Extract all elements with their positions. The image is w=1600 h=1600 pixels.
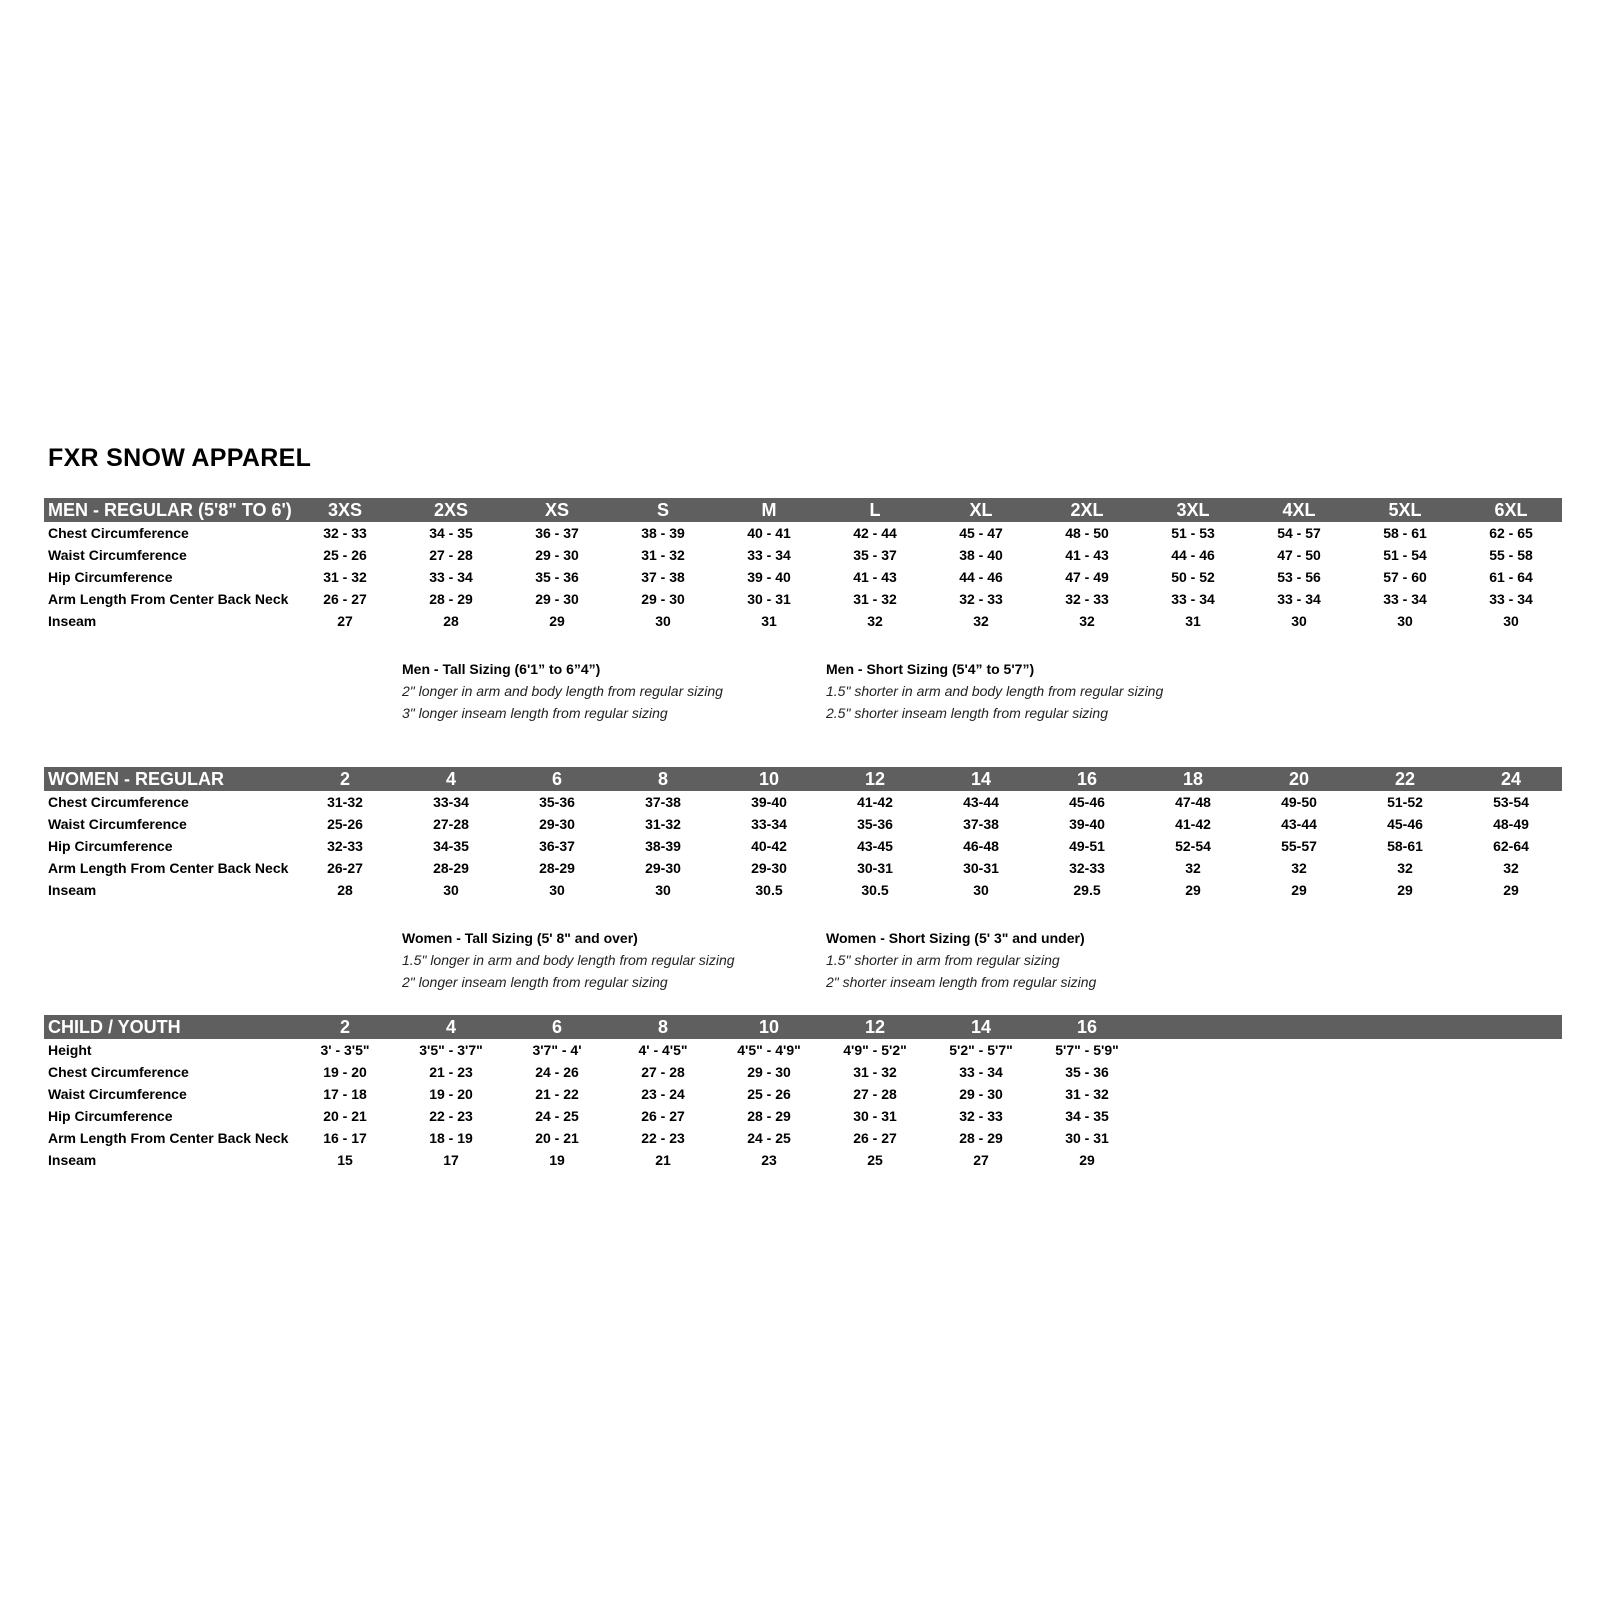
page-title: FXR SNOW APPAREL [48,444,312,472]
table-cell: 16 - 17 [323,1130,367,1146]
table-cell: 25-26 [327,816,363,832]
table-cell: 31 - 32 [323,569,367,585]
table-cell: 15 [337,1152,353,1168]
table-cell: 43-45 [857,838,893,854]
sizing-note-line: 3" longer inseam length from regular sizing [402,705,668,721]
table-cell: 33 - 34 [747,547,791,563]
table-row [44,566,1562,588]
table-cell: 62-64 [1493,838,1529,854]
size-column-header: 14 [970,769,992,789]
size-column-header: 8 [657,1017,668,1037]
sizing-note-line: 1.5" shorter in arm and body length from regular sizing [826,683,1164,699]
table-cell: 25 - 26 [323,547,367,563]
table-cell: 49-50 [1281,794,1317,810]
sizing-note-title: Women - Tall Sizing (5' 8" and over) [402,930,638,946]
table-cell: 35 - 36 [535,569,579,585]
size-column-header: 6XL [1494,500,1528,520]
table-cell: 26 - 27 [853,1130,897,1146]
table-cell: 18 - 19 [429,1130,473,1146]
table-cell: 31 - 32 [853,591,897,607]
table-cell: 38 - 39 [641,525,685,541]
table-cell: 31-32 [327,794,363,810]
size-column-header: 12 [864,1017,886,1037]
table-cell: 55 - 58 [1489,547,1533,563]
table-cell: 30 - 31 [853,1108,897,1124]
table-cell: 37 - 38 [641,569,685,585]
table-cell: 41-42 [857,794,893,810]
size-column-header: XS [544,500,569,520]
table-cell: 28 - 29 [429,591,473,607]
table-cell: 26 - 27 [641,1108,685,1124]
table-cell: 38-39 [645,838,681,854]
table-header-label: WOMEN - REGULAR [48,769,224,789]
size-column-header: 14 [970,1017,992,1037]
row-label: Chest Circumference [48,1064,189,1080]
table-cell: 32 [1079,613,1095,629]
table-cell: 27 - 28 [641,1064,685,1080]
table-cell: 45 - 47 [959,525,1003,541]
size-column-header: 10 [758,1017,780,1037]
table-cell: 22 - 23 [429,1108,473,1124]
table-cell: 28-29 [539,860,575,876]
table-cell: 48-49 [1493,816,1529,832]
row-label: Hip Circumference [48,1108,173,1124]
table-cell: 47 - 49 [1065,569,1109,585]
table-cell: 19 - 20 [323,1064,367,1080]
table-cell: 21 - 22 [535,1086,579,1102]
size-column-header: 2 [339,1017,350,1037]
table-cell: 5'7" - 5'9" [1055,1042,1119,1058]
row-label: Arm Length From Center Back Neck [48,860,289,876]
sizing-note-line: 1.5" shorter in arm from regular sizing [826,952,1060,968]
sizing-note-line: 2" longer in arm and body length from regular sizing [402,683,723,699]
table-cell: 29 [1079,1152,1095,1168]
table-cell: 30-31 [963,860,999,876]
sizing-note-title: Women - Short Sizing (5' 3" and under) [826,930,1085,946]
table-cell: 29 - 30 [535,547,579,563]
table-cell: 30 [1503,613,1519,629]
table-cell: 4' - 4'5" [638,1042,688,1058]
table-cell: 31 [1185,613,1201,629]
size-column-header: 2 [339,769,350,789]
row-label: Chest Circumference [48,794,189,810]
table-header-label: CHILD / YOUTH [48,1017,181,1037]
table-row [44,813,1562,835]
table-cell: 48 - 50 [1065,525,1109,541]
table-cell: 29 [1503,882,1519,898]
table-header [44,767,1562,791]
table-cell: 55-57 [1281,838,1317,854]
row-label: Waist Circumference [48,816,187,832]
table-cell: 24 - 25 [747,1130,791,1146]
table-cell: 34 - 35 [1065,1108,1109,1124]
table-cell: 17 - 18 [323,1086,367,1102]
size-column-header: 2XL [1070,500,1104,520]
table-cell: 61 - 64 [1489,569,1533,585]
table-cell: 27 [337,613,353,629]
table-cell: 57 - 60 [1383,569,1427,585]
table-header-label: MEN - REGULAR (5'8" TO 6') [48,500,292,520]
table-cell: 40 - 41 [747,525,791,541]
table-cell: 33 - 34 [1383,591,1427,607]
table-cell: 27 - 28 [853,1086,897,1102]
table-cell: 62 - 65 [1489,525,1533,541]
table-cell: 39-40 [1069,816,1105,832]
table-cell: 26 - 27 [323,591,367,607]
table-cell: 30 [655,613,671,629]
table-cell: 30.5 [755,882,783,898]
sizing-note [826,927,1096,993]
table-cell: 28 - 29 [747,1108,791,1124]
size-column-header: S [656,500,669,520]
table-cell: 53 - 56 [1277,569,1321,585]
table-cell: 37-38 [645,794,681,810]
table-cell: 33-34 [751,816,787,832]
table-cell: 21 [655,1152,671,1168]
size-column-header: 6 [551,769,562,789]
size-column-header: 4XL [1282,500,1316,520]
table-row [44,522,1562,544]
table-cell: 29 [1291,882,1307,898]
size-column-header: M [761,500,777,520]
table-row [44,544,1562,566]
table-cell: 28 - 29 [959,1130,1003,1146]
table-cell: 38 - 40 [959,547,1003,563]
table-cell: 58 - 61 [1383,525,1427,541]
table-row [44,1105,1562,1127]
table-row [44,791,1562,813]
table-cell: 30 [443,882,459,898]
table-cell: 35 - 36 [1065,1064,1109,1080]
size-column-header: 20 [1288,769,1310,789]
row-label: Inseam [48,613,97,629]
table-cell: 54 - 57 [1277,525,1321,541]
table-cell: 30.5 [861,882,889,898]
table-cell: 41-42 [1175,816,1211,832]
table-cell: 25 [867,1152,883,1168]
table-cell: 19 - 20 [429,1086,473,1102]
table-cell: 4'5" - 4'9" [737,1042,801,1058]
table-cell: 33 - 34 [1277,591,1321,607]
sizing-note-line: 2" longer inseam length from regular sizing [402,974,668,990]
table-row [44,857,1562,879]
size-table-2 [44,1015,1562,1171]
table-cell: 20 - 21 [535,1130,579,1146]
table-cell: 39 - 40 [747,569,791,585]
table-cell: 26-27 [327,860,363,876]
table-cell: 31 - 32 [1065,1086,1109,1102]
table-cell: 35-36 [539,794,575,810]
table-cell: 43-44 [1281,816,1317,832]
table-cell: 28 [443,613,459,629]
table-cell: 30 [1397,613,1413,629]
size-column-header: 4 [445,1017,456,1037]
sizing-note-line: 1.5" longer in arm and body length from regular sizing [402,952,735,968]
size-column-header: 16 [1076,769,1098,789]
table-cell: 29 [549,613,565,629]
table-row [44,1149,1562,1171]
table-cell: 4'9" - 5'2" [843,1042,907,1058]
table-cell: 51-52 [1387,794,1423,810]
table-cell: 29 - 30 [747,1064,791,1080]
table-cell: 30-31 [857,860,893,876]
table-cell: 29.5 [1073,882,1101,898]
table-cell: 21 - 23 [429,1064,473,1080]
row-label: Hip Circumference [48,569,173,585]
table-cell: 34 - 35 [429,525,473,541]
table-cell: 29-30 [645,860,681,876]
table-cell: 44 - 46 [1171,547,1215,563]
sizing-note-line: 2.5" shorter inseam length from regular sizing [826,705,1108,721]
table-cell: 31 [761,613,777,629]
table-row [44,1127,1562,1149]
table-cell: 45-46 [1069,794,1105,810]
row-label: Inseam [48,1152,97,1168]
table-cell: 41 - 43 [853,569,897,585]
row-label: Height [48,1042,92,1058]
table-cell: 29 - 30 [959,1086,1003,1102]
sizing-note [826,658,1163,724]
table-cell: 45-46 [1387,816,1423,832]
table-cell: 17 [443,1152,459,1168]
table-cell: 36 - 37 [535,525,579,541]
table-cell: 23 [761,1152,777,1168]
table-cell: 25 - 26 [747,1086,791,1102]
table-cell: 30 [1291,613,1307,629]
table-cell: 39-40 [751,794,787,810]
table-cell: 51 - 54 [1383,547,1427,563]
table-row [44,879,1562,901]
table-row [44,1061,1562,1083]
sizing-note [402,927,735,993]
table-cell: 23 - 24 [641,1086,685,1102]
table-row [44,1039,1562,1061]
size-column-header: 22 [1394,769,1416,789]
table-cell: 5'2" - 5'7" [949,1042,1013,1058]
table-cell: 32 [1291,860,1307,876]
size-column-header: 16 [1076,1017,1098,1037]
row-label: Arm Length From Center Back Neck [48,1130,289,1146]
table-cell: 30 - 31 [1065,1130,1109,1146]
table-cell: 3'5" - 3'7" [419,1042,483,1058]
table-cell: 36-37 [539,838,575,854]
table-cell: 28 [337,882,353,898]
size-column-header: 18 [1182,769,1204,789]
table-cell: 40-42 [751,838,787,854]
table-cell: 34-35 [433,838,469,854]
table-cell: 43-44 [963,794,999,810]
table-cell: 52-54 [1175,838,1211,854]
table-row [44,588,1562,610]
size-column-header: 5XL [1388,500,1422,520]
size-column-header: 3XS [327,500,363,520]
table-cell: 35 - 37 [853,547,897,563]
table-cell: 37-38 [963,816,999,832]
table-header [44,498,1562,522]
table-cell: 3' - 3'5" [320,1042,370,1058]
table-cell: 28-29 [433,860,469,876]
row-label: Inseam [48,882,97,898]
size-column-header: 4 [445,769,456,789]
row-label: Chest Circumference [48,525,189,541]
table-cell: 41 - 43 [1065,547,1109,563]
size-column-header: L [869,500,881,520]
size-column-header: 10 [758,769,780,789]
table-cell: 44 - 46 [959,569,1003,585]
table-cell: 32 [1397,860,1413,876]
table-cell: 33 - 34 [1171,591,1215,607]
table-cell: 30 - 31 [747,591,791,607]
size-column-header: 12 [864,769,886,789]
table-cell: 42 - 44 [853,525,897,541]
size-table-1 [44,767,1562,901]
table-cell: 29-30 [539,816,575,832]
table-cell: 32 - 33 [323,525,367,541]
table-cell: 3'7" - 4' [532,1042,582,1058]
sizing-note-title: Men - Tall Sizing (6'1” to 6”4”) [402,661,601,677]
table-cell: 47-48 [1175,794,1211,810]
table-cell: 46-48 [963,838,999,854]
table-cell: 33 - 34 [429,569,473,585]
row-label: Arm Length From Center Back Neck [48,591,289,607]
size-column-header: 8 [657,769,668,789]
table-row [44,835,1562,857]
table-cell: 32 - 33 [1065,591,1109,607]
table-cell: 31 - 32 [853,1064,897,1080]
table-cell: 24 - 26 [535,1064,579,1080]
table-cell: 29 - 30 [535,591,579,607]
row-label: Waist Circumference [48,1086,187,1102]
table-cell: 29 - 30 [641,591,685,607]
table-cell: 22 - 23 [641,1130,685,1146]
size-column-header: XL [969,500,993,520]
table-cell: 19 [549,1152,565,1168]
size-column-header: 2XS [433,500,469,520]
table-cell: 32 - 33 [959,591,1003,607]
size-table-0 [44,498,1562,632]
table-cell: 33 - 34 [959,1064,1003,1080]
table-cell: 47 - 50 [1277,547,1321,563]
sizing-note-line: 2" shorter inseam length from regular sizing [826,974,1097,990]
table-row [44,610,1562,632]
table-cell: 53-54 [1493,794,1529,810]
sizing-note [402,658,723,724]
table-cell: 29-30 [751,860,787,876]
table-cell: 32 - 33 [959,1108,1003,1124]
table-cell: 29 [1397,882,1413,898]
size-column-header: 6 [551,1017,562,1037]
table-cell: 51 - 53 [1171,525,1215,541]
table-cell: 30 [655,882,671,898]
table-cell: 30 [549,882,565,898]
table-header [44,1015,1562,1039]
table-cell: 31 - 32 [641,547,685,563]
sizing-note-title: Men - Short Sizing (5'4” to 5'7”) [826,661,1035,677]
table-row [44,1083,1562,1105]
table-cell: 32 [867,613,883,629]
row-label: Hip Circumference [48,838,173,854]
table-cell: 58-61 [1387,838,1423,854]
size-column-header: 3XL [1176,500,1210,520]
table-cell: 50 - 52 [1171,569,1215,585]
size-column-header: 24 [1500,769,1522,789]
table-cell: 27 - 28 [429,547,473,563]
table-cell: 32 [973,613,989,629]
table-cell: 33-34 [433,794,469,810]
table-cell: 20 - 21 [323,1108,367,1124]
table-cell: 49-51 [1069,838,1105,854]
table-cell: 27-28 [433,816,469,832]
table-cell: 27 [973,1152,989,1168]
table-cell: 32 [1185,860,1201,876]
table-cell: 33 - 34 [1489,591,1533,607]
table-cell: 32 [1503,860,1519,876]
table-cell: 31-32 [645,816,681,832]
table-cell: 29 [1185,882,1201,898]
table-cell: 32-33 [327,838,363,854]
table-cell: 30 [973,882,989,898]
row-label: Waist Circumference [48,547,187,563]
table-cell: 24 - 25 [535,1108,579,1124]
table-cell: 32-33 [1069,860,1105,876]
table-cell: 35-36 [857,816,893,832]
